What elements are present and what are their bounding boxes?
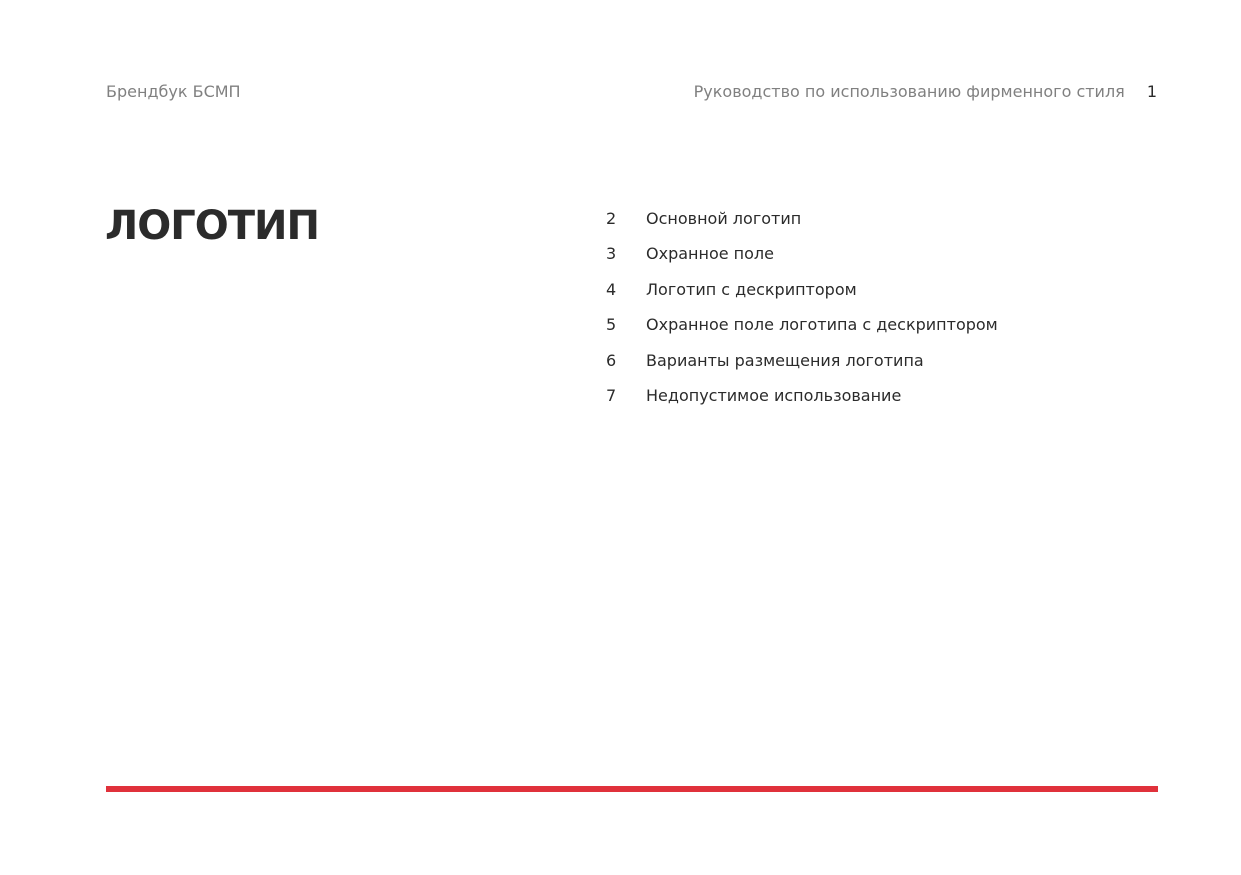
toc-label: Основной логотип: [646, 209, 802, 228]
table-of-contents: [606, 208, 998, 420]
toc-item[interactable]: [606, 279, 998, 314]
document-name: Брендбук БСМП: [106, 82, 241, 101]
toc-label: Охранное поле: [646, 244, 774, 264]
toc-label: Охранное поле логотипа с дескриптором: [646, 315, 998, 335]
toc-page-number: 7: [606, 385, 617, 405]
toc-label: Недопустимое использование: [646, 385, 902, 405]
toc-label: Варианты размещения логотипа: [646, 350, 924, 370]
toc-label: Логотип с дескриптором: [646, 279, 857, 299]
toc-item[interactable]: [606, 385, 998, 420]
toc-page-number: 5: [606, 315, 617, 335]
toc-page-number: 3: [606, 244, 617, 264]
toc-item[interactable]: [606, 243, 998, 278]
toc-page-number: 2: [606, 209, 617, 228]
header-right: [694, 81, 1157, 103]
document-subtitle: Руководство по использованию фирменного стиля: [693, 82, 1125, 101]
page-number: 1: [1146, 82, 1157, 101]
toc-item[interactable]: [606, 208, 998, 243]
toc-item[interactable]: [606, 350, 998, 385]
toc-item[interactable]: [606, 314, 998, 349]
toc-page-number: 4: [606, 279, 617, 299]
section-title: ЛОГОТИП: [105, 203, 319, 249]
toc-page-number: 6: [606, 350, 617, 370]
footer-accent-rule: [106, 786, 1158, 792]
